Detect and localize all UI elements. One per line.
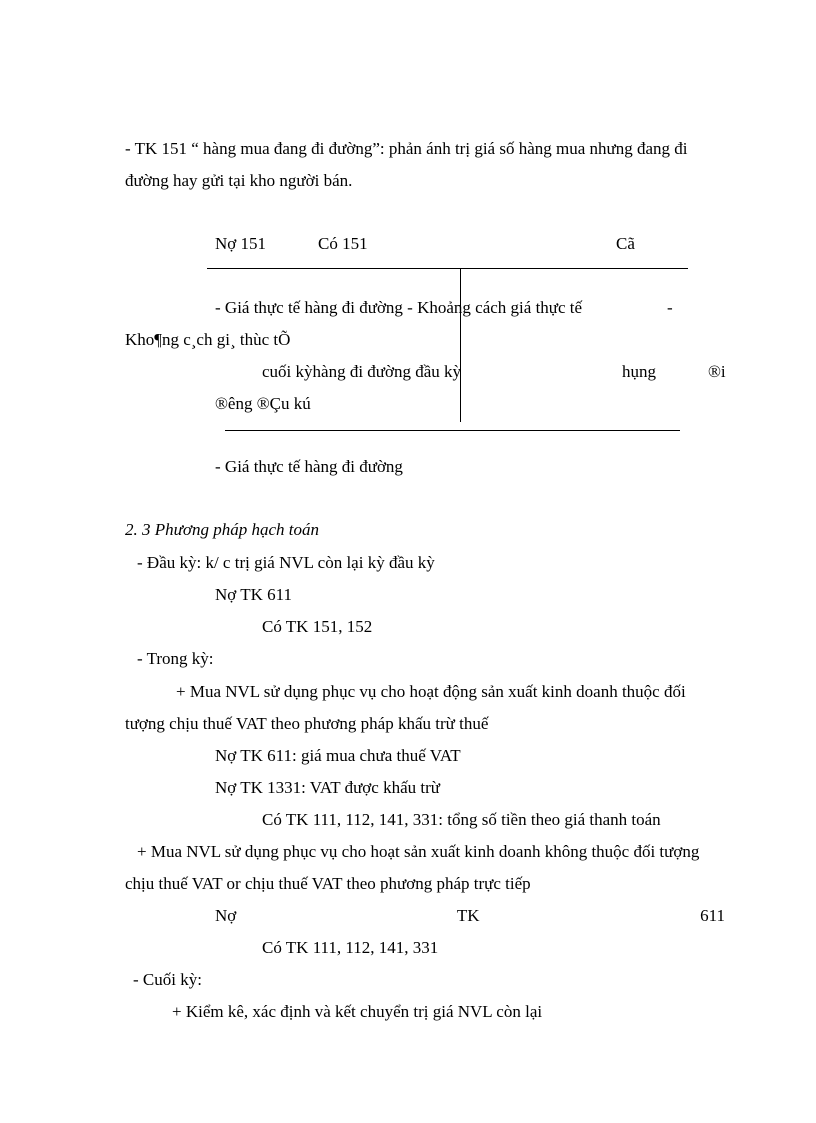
t-account-row-3-right: ®i bbox=[708, 362, 726, 381]
t-account-debit-header: Nợ 151 bbox=[215, 234, 267, 253]
t-account-balance: - Giá thực tế hàng đi đường bbox=[215, 457, 403, 476]
t-account-row-4: ®êng ®Çu kú bbox=[215, 394, 311, 413]
t-account-row-1-dash: - bbox=[667, 298, 673, 317]
t-account-credit-header: Có 151 bbox=[318, 234, 368, 253]
intro-line-2: đường hay gửi tại kho người bán. bbox=[125, 171, 353, 190]
t-account-row-3-mid: hụng bbox=[622, 362, 656, 381]
t-account-row-3: cuối kỳhàng đi đường đầu kỳ bbox=[262, 362, 462, 381]
co-tk-tong-tien-line: Có TK 111, 112, 141, 331: tổng số tiền theo giá thanh toán bbox=[262, 810, 661, 829]
co-tk-151-152-line: Có TK 151, 152 bbox=[262, 617, 373, 636]
section-heading: 2. 3 Phương pháp hạch toán bbox=[125, 520, 319, 539]
mua-khau-tru-line-2: tượng chịu thuế VAT theo phương pháp khấu trừ thuế bbox=[125, 714, 489, 733]
trong-ky-line: - Trong kỳ: bbox=[137, 649, 214, 668]
no-tk-611-line: Nợ TK 611 bbox=[215, 585, 292, 604]
t-account-bottom-rule bbox=[225, 430, 680, 431]
mua-truc-tiep-line-1: + Mua NVL sử dụng phục vụ cho hoạt sản xuất kinh doanh không thuộc đối tượng bbox=[137, 842, 700, 861]
t-account-top-rule bbox=[207, 268, 688, 269]
no-tk-1331-line: Nợ TK 1331: VAT được khấu trừ bbox=[215, 778, 440, 797]
no-tk-611-gia-mua-line: Nợ TK 611: giá mua chưa thuế VAT bbox=[215, 746, 461, 765]
account-611-number: 611 bbox=[700, 906, 725, 925]
mua-truc-tiep-line-2: chịu thuế VAT or chịu thuế VAT theo phương pháp trực tiếp bbox=[125, 874, 531, 893]
t-account-garbled-header: Cã bbox=[616, 234, 635, 253]
mua-khau-tru-line-1: + Mua NVL sử dụng phục vụ cho hoạt động sản xuất kinh doanh thuộc đối bbox=[176, 682, 686, 701]
tk-word: TK bbox=[456, 906, 480, 925]
co-tk-111-331-line: Có TK 111, 112, 141, 331 bbox=[262, 938, 439, 957]
t-account-row-1: - Giá thực tế hàng đi đường - Khoảng cách giá thực tế bbox=[215, 298, 583, 317]
dau-ky-line: - Đầu kỳ: k/ c trị giá NVL còn lại kỳ đầu kỳ bbox=[137, 553, 435, 572]
t-account-row-2: Kho¶ng c¸ch gi¸ thùc tÕ bbox=[125, 330, 291, 349]
no-tk-611-justified-line bbox=[215, 906, 725, 926]
kiem-ke-line: + Kiểm kê, xác định và kết chuyển trị giá NVL còn lại bbox=[172, 1002, 543, 1021]
no-word: Nợ bbox=[215, 906, 237, 925]
cuoi-ky-line: - Cuối kỳ: bbox=[133, 970, 202, 989]
t-account-center-rule bbox=[460, 268, 461, 422]
intro-line-1: - TK 151 “ hàng mua đang đi đường”: phản ánh trị giá số hàng mua nhưng đang đi bbox=[125, 139, 688, 158]
